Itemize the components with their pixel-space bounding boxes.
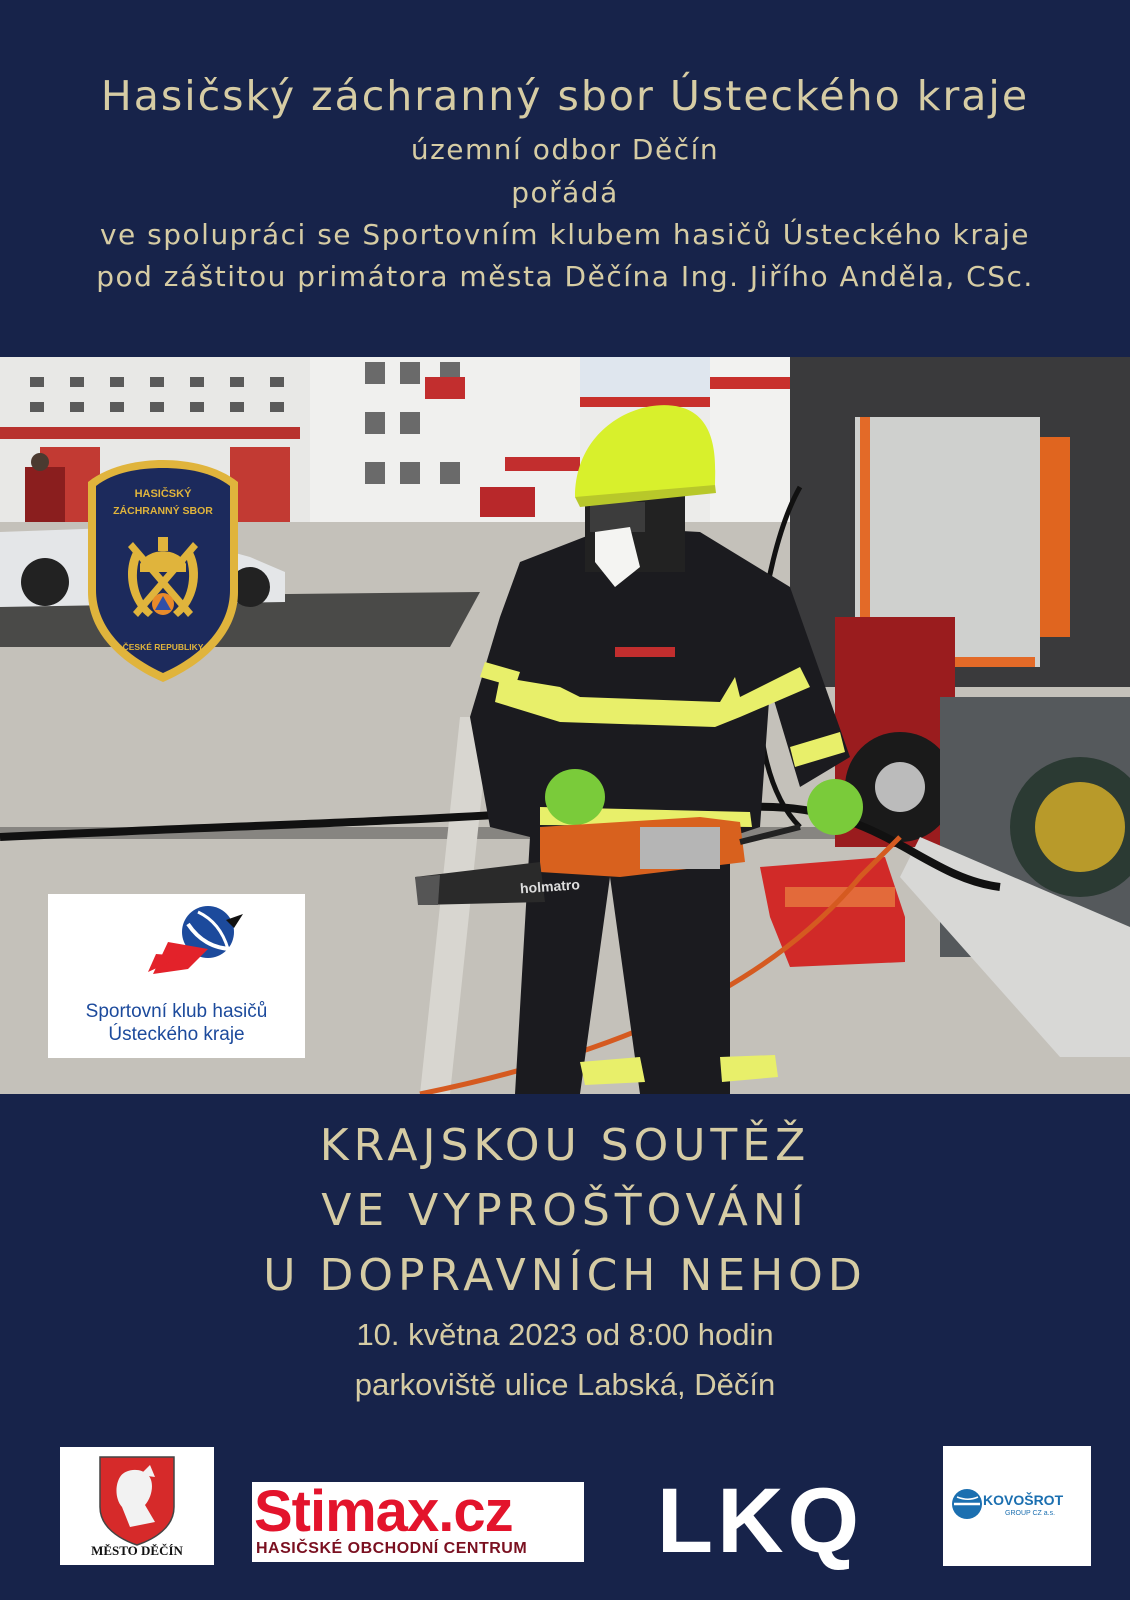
stimax-tagline: HASIČSKÉ OBCHODNÍ CENTRUM — [256, 1540, 528, 1557]
event-title-line2: VE VYPROŠŤOVÁNÍ — [321, 1185, 809, 1236]
sponsor-mesto-decin-logo — [60, 1447, 214, 1565]
sports-club-line1: Sportovní klub hasičů — [85, 1001, 268, 1022]
badge-mid-text: ZÁCHRANNÝ SBOR — [113, 505, 213, 517]
event-place: parkoviště ulice Labská, Děčín — [354, 1367, 776, 1402]
organizer-department: územní odbor Děčín — [410, 133, 720, 166]
organizer-verb: pořádá — [511, 176, 619, 209]
header — [0, 0, 1130, 357]
organizer-title: Hasičský záchranný sbor Ústeckého kraje — [100, 72, 1030, 120]
event-title-line3: U DOPRAVNÍCH NEHOD — [263, 1250, 867, 1301]
event-date: 10. května 2023 od 8:00 hodin — [356, 1317, 774, 1352]
stimax-wordmark: Stimax.cz — [254, 1479, 513, 1544]
cooperation-line: ve spolupráci se Sportovním klubem hasičů Ústeckého kraje — [99, 218, 1031, 251]
kovosrot-wordmark: KOVOŠROT — [983, 1492, 1064, 1508]
hzs-badge-logo — [78, 452, 248, 688]
kovosrot-globe-icon — [947, 1484, 987, 1524]
decin-label: MĚSTO DĚČÍN — [91, 1543, 183, 1558]
sponsor-kovosrot-logo — [943, 1446, 1091, 1566]
badge-top-text: HASIČSKÝ — [134, 488, 192, 500]
sports-club-name — [48, 1000, 305, 1046]
badge-bottom-text: ČESKÉ REPUBLIKY — [122, 642, 204, 652]
patronage-line: pod záštitou primátora města Děčína Ing. Jiřího Anděla, CSc. — [96, 260, 1034, 293]
tool-brand-label: holmatro — [519, 876, 581, 897]
sponsor-stimax-logo — [252, 1479, 584, 1562]
sports-club-line2: Ústeckého kraje — [108, 1024, 245, 1045]
event-title-line1: KRAJSKOU SOUTĚŽ — [319, 1120, 811, 1171]
sponsor-lkq-logo: LKQ — [656, 1470, 864, 1572]
decin-coat-of-arms-icon — [60, 1447, 214, 1547]
rocket-icon — [48, 894, 305, 994]
kovosrot-subtitle: GROUP CZ a.s. — [1005, 1510, 1056, 1517]
sports-club-logo — [48, 894, 305, 1058]
